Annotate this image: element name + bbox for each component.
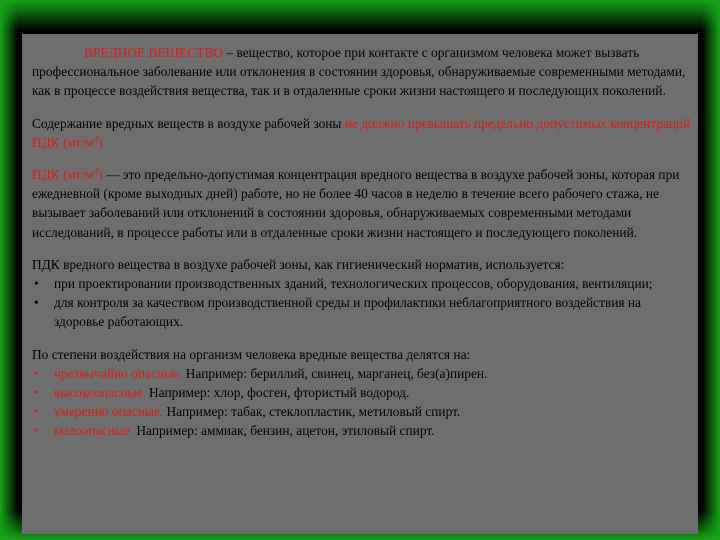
paragraph-usage-intro: ПДК вредного вещества в воздухе рабочей зоны, как гигиенический норматив, используется: [32, 256, 565, 272]
pdk-definition-text: — это предельно-допустимая концентрация вредного вещества в воздухе рабочей зоны, которая при ежедневной (кроме выходных дней) работе, но не более 40 часов в неделю в течение всего рабочего стажа, не вызывает заболеваний или отклонений в состоянии здоровья, обнаруживаемых современными методами исследований, в процессе работы или в отдаленные сроки жизни настоящего и последующего поколений. [32, 167, 680, 240]
bullet-icon: • [34, 404, 39, 420]
hazard-class-name: малоопасные. [54, 423, 134, 439]
slide-content [32, 43, 692, 441]
bullet-icon: • [34, 385, 39, 401]
pdk-superscript: 3 [93, 165, 99, 176]
pdk-term-end: ) [98, 167, 103, 183]
bullet-icon: • [34, 276, 39, 292]
paragraph-limit [32, 114, 692, 152]
hazard-class-examples: Например: табак, стеклопластик, метиловый спирт. [163, 404, 461, 420]
spacer [32, 242, 692, 255]
hazard-class-list [32, 364, 692, 441]
spacer [32, 101, 692, 114]
pdk-term: ПДК (мг/м [32, 167, 94, 183]
bullet-icon: • [34, 423, 39, 439]
definition-text: – вещество, которое при контакте с организмом человека может вызвать профессиональное заболевание или отклонения в состоянии здоровья, обнаруживаемые современными методами, как в процессе воздействия вещества, так и в отдаленные сроки жизни настоящего и последующих поколений. [32, 45, 686, 99]
hazard-class-name: умеренно опасные. [54, 404, 164, 420]
list-item [32, 274, 692, 293]
hazard-class-examples: Например: бериллий, свинец, марганец, без(а)пирен. [182, 365, 488, 381]
hazard-class-name: чрезвычайно опасные. [54, 365, 183, 381]
list-item [32, 421, 692, 440]
term-harmful-substance: ВРЕДНОЕ ВЕЩЕСТВО [84, 45, 224, 60]
bullet-icon: • [34, 295, 39, 311]
limit-text: Содержание вредных веществ в воздухе рабочей зоны [32, 115, 345, 131]
spacer [32, 332, 692, 345]
list-item [32, 293, 692, 331]
hazard-class-examples: Например: хлор, фосген, фтористый водород. [145, 385, 410, 401]
paragraph-pdk-definition [32, 165, 692, 242]
list-item-text: для контроля за качеством производственной среды и профилактики неблагоприятного воздействия на здоровье работающих. [54, 295, 642, 330]
bullet-icon: • [34, 365, 39, 381]
hazard-class-name: высокоопасные. [54, 385, 146, 401]
list-item-text: при проектировании производственных зданий, технологических процессов, оборудования, вентиляции; [54, 276, 653, 292]
list-item [32, 383, 692, 402]
paragraph-classes-intro: По степени воздействия на организм человека вредные вещества делятся на: [32, 346, 471, 362]
hazard-class-examples: Например: аммиак, бензин, ацетон, этиловый спирт. [133, 423, 435, 439]
limit-end: ). [98, 134, 107, 150]
limit-highlight: не должно превышать предельно допустимых концентраций ПДК (мг/м [32, 115, 691, 150]
limit-superscript: 3 [93, 133, 99, 144]
usage-list [32, 274, 692, 332]
paragraph-definition [32, 43, 692, 101]
spacer [32, 152, 692, 165]
list-item [32, 402, 692, 421]
list-item [32, 364, 692, 383]
